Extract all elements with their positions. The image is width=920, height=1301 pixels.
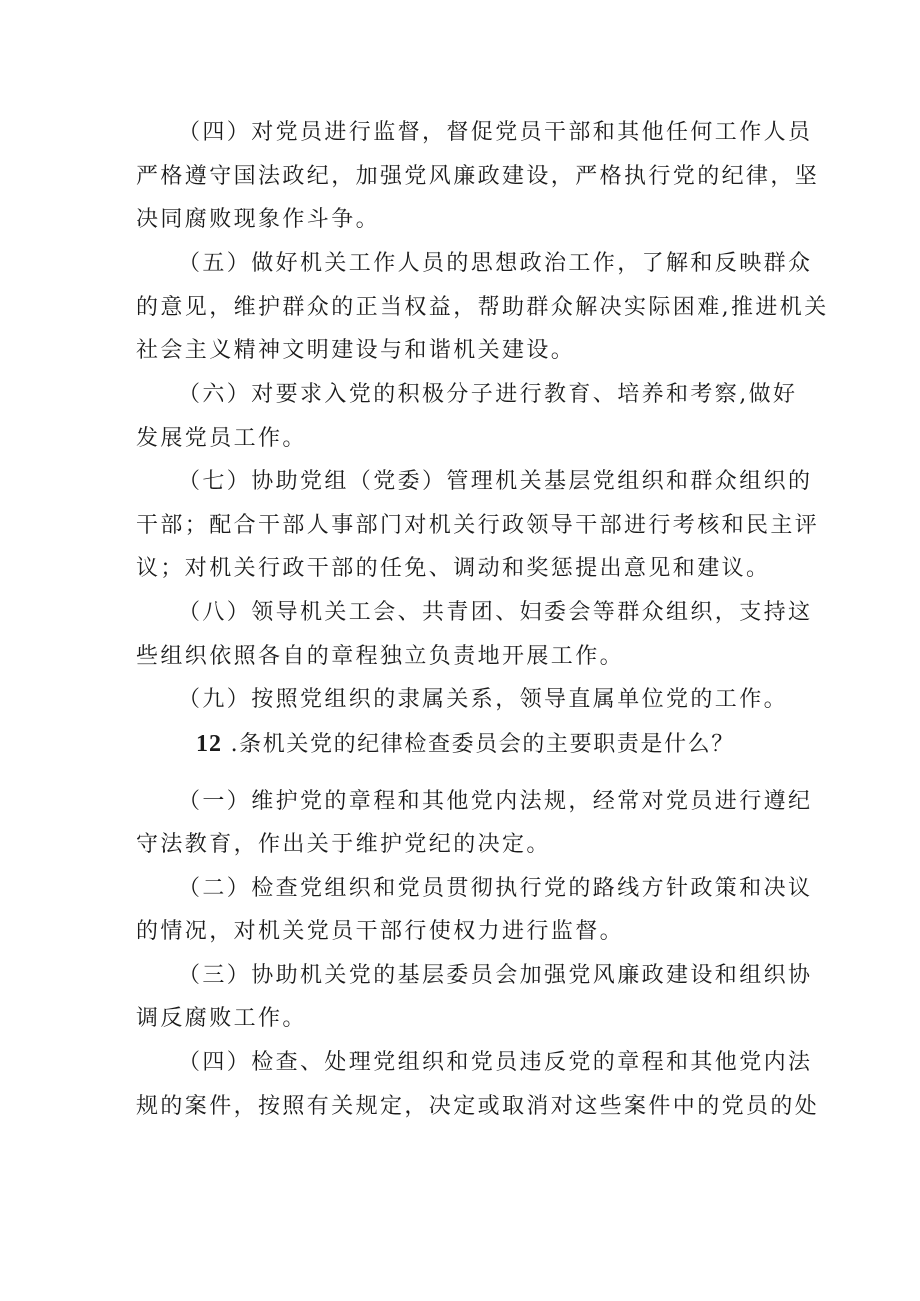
text-line: （六）对要求入党的积极分子进行教育、培养和考察,做好 (178, 382, 798, 407)
text-line: 些组织依照各自的章程独立负责地开展工作。 (136, 644, 625, 669)
text-line: （七）协助党组（党委）管理机关基层党组织和群众组织的 (178, 469, 813, 494)
text-line: 干部；配合干部人事部门对机关行政领导干部进行考核和民主评 (136, 513, 820, 538)
text-line: （二）检查党组织和党员贯彻执行党的路线方针政策和决议 (178, 876, 813, 901)
question-text: .条机关党的纪律检查委员会的主要职责是什么？ (230, 732, 735, 757)
text-line: 社会主义精神文明建设与和谐机关建设。 (136, 338, 576, 363)
text-line: 守法教育，作出关于维护党纪的决定。 (136, 832, 551, 857)
text-line: 的意见，维护群众的正当权益，帮助群众解决实际困难,推进机关 (136, 295, 829, 320)
text-line: 议；对机关行政干部的任免、调动和奖惩提出意见和建议。 (136, 556, 771, 581)
text-line: （四）检查、处理党组织和党员违反党的章程和其他党内法 (178, 1050, 813, 1075)
text-line: （九）按照党组织的隶属关系，领导直属单位党的工作。 (178, 687, 789, 712)
text-line: （五）做好机关工作人员的思想政治工作，了解和反映群众 (178, 251, 813, 276)
text-line: （三）协助机关党的基层委员会加强党风廉政建设和组织协 (178, 963, 813, 988)
question-heading (0, 724, 920, 764)
text-line: 的情况，对机关党员干部行使权力进行监督。 (136, 919, 625, 944)
text-line: 决同腐败现象作斗争。 (136, 207, 381, 232)
text-line: 发展党员工作。 (136, 426, 307, 451)
text-line: （八）领导机关工会、共青团、妇委会等群众组织，支持这 (178, 600, 813, 625)
text-line: 严格遵守国法政纪，加强党风廉政建设，严格执行党的纪律，坚 (136, 164, 820, 189)
text-line: 调反腐败工作。 (136, 1006, 307, 1031)
question-number: 12 (196, 731, 222, 757)
text-line: （一）维护党的章程和其他党内法规，经常对党员进行遵纪 (178, 789, 813, 814)
text-line: 规的案件，按照有关规定，决定或取消对这些案件中的党员的处 (136, 1094, 820, 1119)
text-line: （四）对党员进行监督，督促党员干部和其他任何工作人员 (178, 120, 813, 145)
